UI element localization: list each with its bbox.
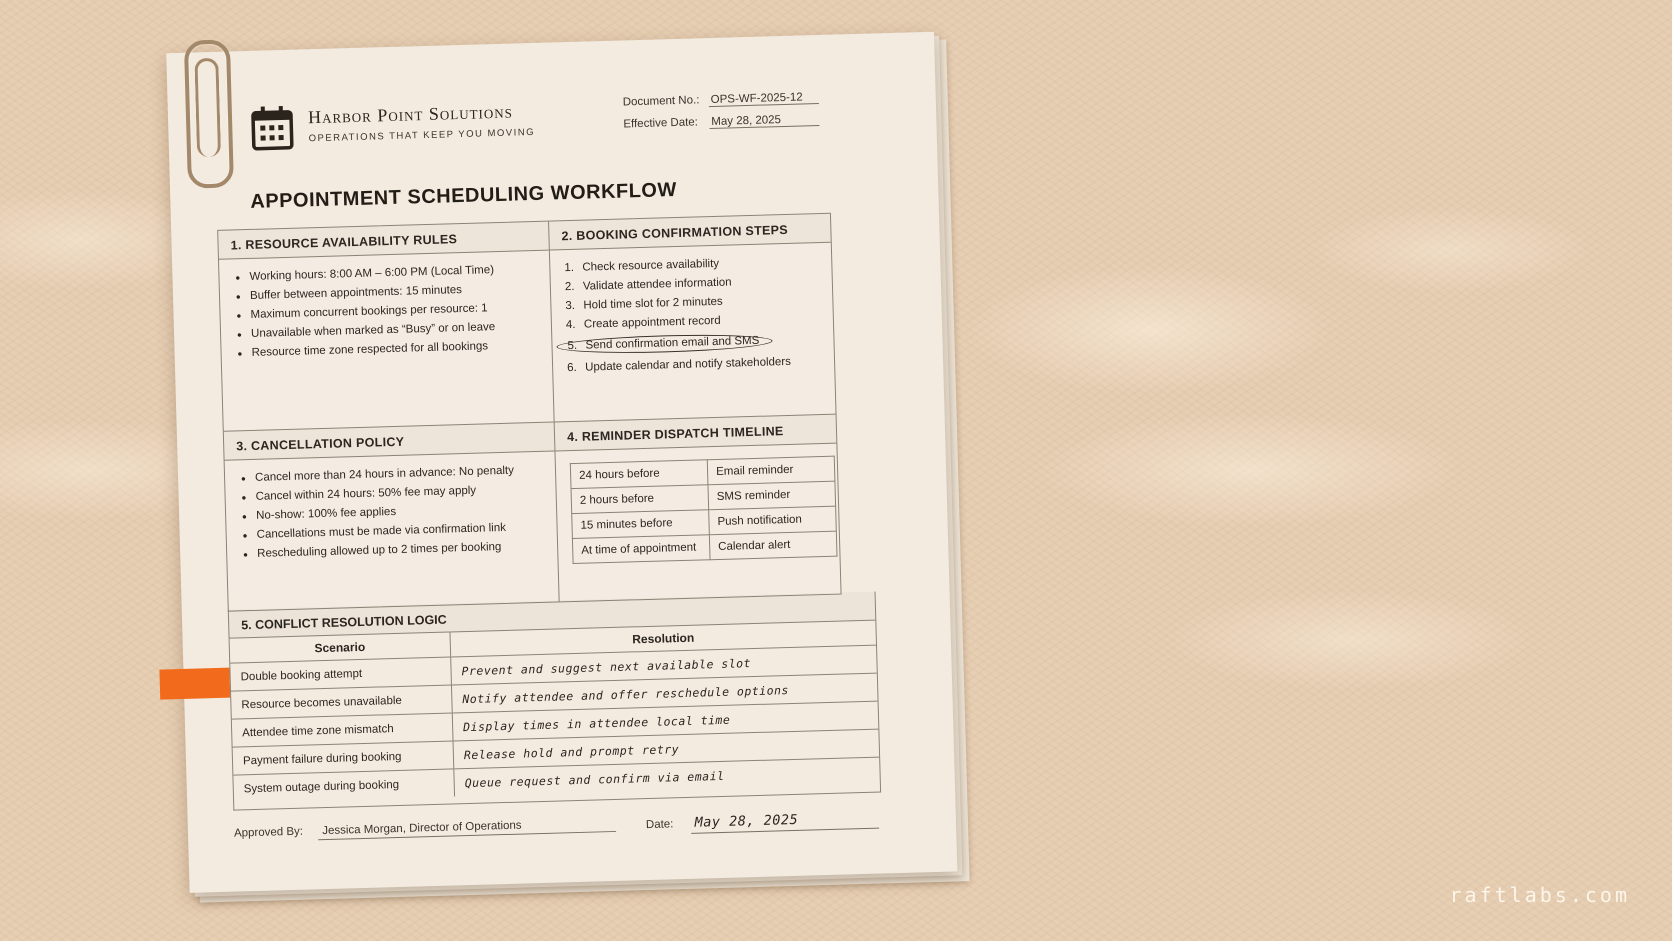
list-item: • Cancel within 24 hours: 50% fee may apply <box>239 482 555 503</box>
section-title: 2. BOOKING CONFIRMATION STEPS <box>549 214 831 251</box>
list-item: • Unavailable when marked as “Busy” or on leave <box>235 320 551 341</box>
step-text: Update calendar and notify stakeholders <box>584 355 792 374</box>
section-resource-availability <box>218 222 553 431</box>
table-cell: 24 hours before <box>570 460 708 489</box>
company-tagline: OPERATIONS THAT KEEP YOU MOVING <box>308 126 536 145</box>
document-page <box>166 32 957 893</box>
orange-tab-flag <box>159 668 230 700</box>
circled-step-annotation <box>556 332 772 355</box>
table-cell: Email reminder <box>707 456 835 485</box>
list-item: • Maximum concurrent bookings per resource: 1 <box>234 301 550 322</box>
table-cell: SMS reminder <box>708 481 836 510</box>
resource-rules-list <box>219 263 551 360</box>
workflow-sections-grid <box>217 213 841 612</box>
scenario-cell: Resource becomes unavailable <box>231 685 452 719</box>
step-text: Check resource availability <box>582 257 720 274</box>
document-number-label: Document No.: <box>622 94 700 109</box>
effective-date-row <box>623 113 819 131</box>
section-booking-confirmation <box>549 214 835 422</box>
step-number: 5. <box>567 339 578 353</box>
scenario-cell: Attendee time zone mismatch <box>232 713 453 747</box>
paperclip-icon <box>184 39 234 188</box>
scenario-cell: System outage during booking <box>233 769 454 803</box>
list-item <box>566 312 833 331</box>
table-cell: Calendar alert <box>709 531 837 560</box>
scenario-cell: Double booking attempt <box>230 657 451 691</box>
cancellation-list <box>225 464 557 561</box>
approved-by-value: Jessica Morgan, Director of Operations <box>318 817 616 840</box>
list-item: • Working hours: 8:00 AM – 6:00 PM (Local Time) <box>233 263 549 284</box>
section-title: 1. RESOURCE AVAILABILITY RULES <box>218 222 549 260</box>
date-label: Date: <box>645 818 674 832</box>
calendar-icon <box>250 105 295 152</box>
scenario-cell: Payment failure during booking <box>233 741 454 775</box>
company-name: Harbor Point Solutions <box>307 101 514 128</box>
resolution-cell: Notify attendee and offer reschedule options <box>451 673 877 713</box>
approval-date-row <box>646 809 906 835</box>
step-text: Send confirmation email and SMS <box>585 334 760 352</box>
resolution-cell: Display times in attendee local time <box>452 701 878 741</box>
step-number: 2. <box>564 280 575 294</box>
list-item: • Buffer between appointments: 15 minutes <box>234 282 550 303</box>
approved-by-label: Approved By: <box>233 825 304 840</box>
table-cell: At time of appointment <box>572 535 710 564</box>
list-item: • No-show: 100% fee applies <box>240 501 556 522</box>
list-item: • Rescheduling allowed up to 2 times per booking <box>241 539 557 560</box>
section-reminder-timeline <box>555 415 841 602</box>
document-stack <box>166 31 980 909</box>
approval-date-value: May 28, 2025 <box>690 810 878 834</box>
section-cancellation-policy <box>224 423 559 611</box>
step-text: Create appointment record <box>583 314 721 331</box>
section-conflict-resolution <box>228 592 881 811</box>
column-header-scenario: Scenario <box>230 632 451 663</box>
resolution-cell: Release hold and prompt retry <box>453 729 879 769</box>
conflict-table <box>230 621 880 803</box>
document-number-row <box>623 91 819 109</box>
document-number-value: OPS-WF-2025-12 <box>709 91 819 107</box>
section-title: 4. REMINDER DISPATCH TIMELINE <box>555 415 837 452</box>
step-number: 6. <box>566 361 577 375</box>
list-item: • Cancellations must be made via confirmation link <box>241 520 557 541</box>
document-title: APPOINTMENT SCHEDULING WORKFLOW <box>250 178 678 213</box>
table-cell: 2 hours before <box>571 485 709 514</box>
approval-row <box>234 816 634 842</box>
section-title: 5. CONFLICT RESOLUTION LOGIC <box>229 592 876 639</box>
table-cell: 15 minutes before <box>572 510 710 539</box>
section-title: 3. CANCELLATION POLICY <box>224 423 555 461</box>
step-number: 4. <box>565 318 576 332</box>
list-item <box>565 274 832 293</box>
resolution-cell: Queue request and confirm via email <box>464 768 725 790</box>
list-item: • Resource time zone respected for all bookings <box>235 339 551 360</box>
step-text: Validate attendee information <box>582 276 732 293</box>
step-text: Hold time slot for 2 minutes <box>583 295 723 312</box>
list-item <box>564 255 831 274</box>
reminder-table <box>570 456 838 564</box>
effective-date-label: Effective Date: <box>623 116 699 131</box>
booking-steps-list <box>550 255 834 375</box>
column-header-resolution: Resolution <box>450 621 876 657</box>
effective-date-value: May 28, 2025 <box>709 113 819 129</box>
step-number: 1. <box>564 261 575 275</box>
step-number: 3. <box>565 299 576 313</box>
list-item: • Cancel more than 24 hours in advance: No penalty <box>239 464 555 485</box>
table-cell: Push notification <box>709 506 837 535</box>
resolution-cell: Prevent and suggest next available slot <box>451 645 877 685</box>
list-item <box>566 331 833 355</box>
list-item <box>567 355 834 374</box>
watermark: raftlabs.com <box>1449 883 1630 907</box>
list-item <box>565 293 832 312</box>
